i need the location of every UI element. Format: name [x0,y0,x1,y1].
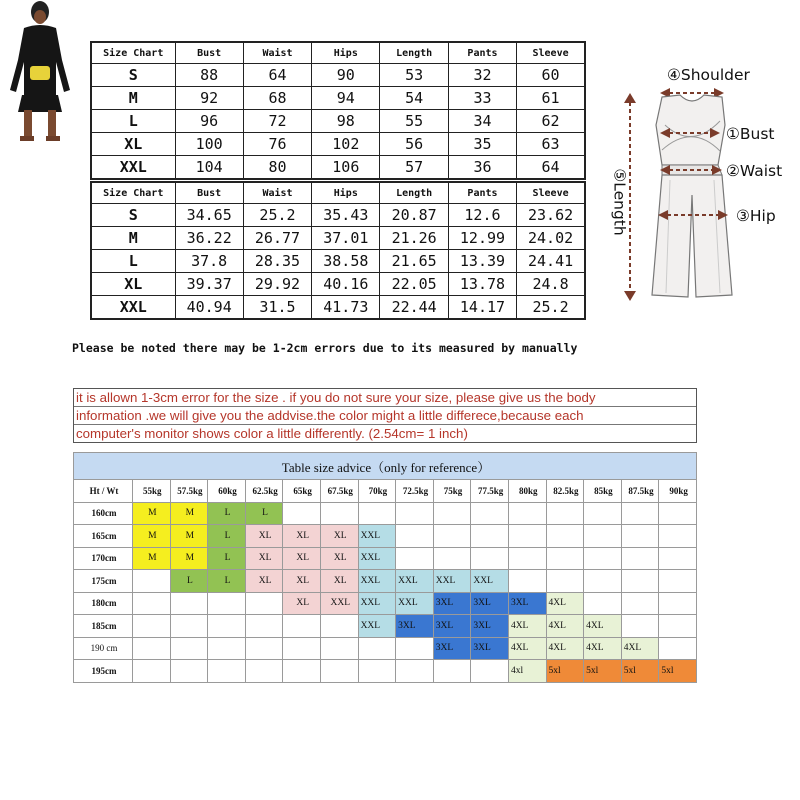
advice-cell: XXL [358,547,396,570]
advice-cell [358,660,396,683]
advice-row [74,525,697,548]
advice-cell [659,547,697,570]
value-cell: 90 [312,64,380,87]
advice-cell: 4XL [508,637,546,660]
value-cell: 34 [448,110,516,133]
advice-cell: XL [283,547,321,570]
advice-cell [471,502,509,525]
shoulder-label: ④Shoulder [667,66,750,84]
length-label: ⑤Length [610,168,629,236]
advice-cell [133,660,171,683]
advice-cell: XL [283,525,321,548]
value-cell: 32 [448,64,516,87]
weight-header: 72.5kg [396,480,434,503]
advice-cell: XL [245,570,283,593]
advice-cell [208,592,246,615]
column-header: Length [380,182,448,204]
advice-cell: M [170,547,208,570]
notice-box [73,388,697,443]
value-cell: 40.94 [175,296,243,320]
column-header: Hips [312,182,380,204]
advice-cell [546,525,584,548]
advice-cell [546,547,584,570]
advice-cell: 4XL [584,615,622,638]
advice-cell: 4XL [546,592,584,615]
value-cell: 33 [448,87,516,110]
model-photo [0,0,80,145]
weight-header: 65kg [283,480,321,503]
advice-cell: XXL [358,570,396,593]
size-cell: L [91,110,175,133]
size-cell: S [91,204,175,227]
advice-cell: M [170,525,208,548]
advice-row [74,592,697,615]
advice-cell [584,525,622,548]
value-cell: 36 [448,156,516,180]
value-cell: 98 [312,110,380,133]
table-row [91,250,585,273]
weight-header: 55kg [133,480,171,503]
value-cell: 24.41 [517,250,585,273]
advice-cell: M [133,502,171,525]
advice-row [74,570,697,593]
advice-cell [621,570,659,593]
value-cell: 100 [175,133,243,156]
advice-cell [508,547,546,570]
advice-cell: XL [283,592,321,615]
advice-cell [396,547,434,570]
value-cell: 54 [380,87,448,110]
advice-cell [170,592,208,615]
advice-cell [621,547,659,570]
value-cell: 53 [380,64,448,87]
waist-label: ②Waist [726,162,783,180]
weight-header: 90kg [659,480,697,503]
advice-cell: XXL [433,570,471,593]
advice-cell [433,525,471,548]
advice-cell [283,660,321,683]
value-cell: 60 [517,64,585,87]
advice-cell: XXL [396,592,434,615]
header-row [91,182,585,204]
value-cell: 25.2 [243,204,311,227]
column-header: Pants [448,182,516,204]
advice-cell [320,660,358,683]
advice-cell: 5xl [659,660,697,683]
value-cell: 37.8 [175,250,243,273]
advice-title: Table size advice（only for reference） [74,453,697,480]
advice-cell [433,502,471,525]
size-cell: XL [91,273,175,296]
advice-cell [508,570,546,593]
weight-header: 87.5kg [621,480,659,503]
corner-cell: Ht / Wt [74,480,133,503]
advice-cell [659,570,697,593]
value-cell: 41.73 [312,296,380,320]
advice-cell [471,660,509,683]
value-cell: 55 [380,110,448,133]
advice-cell [621,502,659,525]
table-row [91,273,585,296]
column-header: Hips [312,42,380,64]
advice-row [74,547,697,570]
advice-cell: 3XL [396,615,434,638]
height-cell: 185cm [74,615,133,638]
advice-cell: M [133,547,171,570]
advice-cell: 4XL [621,637,659,660]
advice-cell: L [208,570,246,593]
height-cell: 190 cm [74,637,133,660]
advice-cell [396,660,434,683]
advice-cell: L [208,502,246,525]
value-cell: 38.58 [312,250,380,273]
column-header: Bust [175,182,243,204]
advice-cell [358,502,396,525]
value-cell: 68 [243,87,311,110]
advice-cell [546,570,584,593]
advice-cell [508,525,546,548]
advice-cell [133,637,171,660]
column-header: Bust [175,42,243,64]
advice-cell [245,637,283,660]
value-cell: 34.65 [175,204,243,227]
advice-cell: XXL [471,570,509,593]
notice-line: computer's monitor shows color a little differently. (2.54cm= 1 inch) [76,426,468,441]
advice-cell [659,502,697,525]
size-advice-table [73,452,697,683]
advice-cell [433,660,471,683]
advice-cell: XXL [358,615,396,638]
weight-header: 70kg [358,480,396,503]
value-cell: 13.78 [448,273,516,296]
value-cell: 12.99 [448,227,516,250]
value-cell: 22.05 [380,273,448,296]
value-cell: 24.02 [517,227,585,250]
height-cell: 195cm [74,660,133,683]
advice-cell [621,592,659,615]
advice-cell: L [245,502,283,525]
weight-header: 67.5kg [320,480,358,503]
value-cell: 28.35 [243,250,311,273]
advice-cell: 4XL [546,615,584,638]
table-row [91,110,585,133]
value-cell: 56 [380,133,448,156]
advice-cell [170,615,208,638]
table-row [91,156,585,180]
column-header: Sleeve [517,182,585,204]
value-cell: 24.8 [517,273,585,296]
size-chart-cm-table [90,41,586,180]
value-cell: 106 [312,156,380,180]
value-cell: 64 [243,64,311,87]
height-cell: 170cm [74,547,133,570]
header-row [91,42,585,64]
weight-header: 77.5kg [471,480,509,503]
advice-cell [396,525,434,548]
weight-header: 60kg [208,480,246,503]
weight-header-row [74,480,697,503]
advice-cell: XXL [396,570,434,593]
advice-cell: 5xl [584,660,622,683]
advice-row [74,615,697,638]
value-cell: 94 [312,87,380,110]
advice-cell [471,525,509,548]
advice-cell: 4XL [584,637,622,660]
size-cell: XL [91,133,175,156]
advice-cell [208,637,246,660]
advice-cell [320,502,358,525]
advice-cell: M [133,525,171,548]
advice-cell [584,547,622,570]
column-header: Pants [448,42,516,64]
size-cell: L [91,250,175,273]
advice-cell [621,525,659,548]
size-chart-inch-table [90,181,586,320]
advice-cell [659,637,697,660]
advice-cell [133,570,171,593]
advice-cell: 3XL [471,615,509,638]
column-header: Waist [243,42,311,64]
column-header: Waist [243,182,311,204]
advice-cell: 4XL [508,615,546,638]
advice-cell: 3XL [471,592,509,615]
size-cell: XXL [91,156,175,180]
weight-header: 82.5kg [546,480,584,503]
value-cell: 76 [243,133,311,156]
advice-cell [546,502,584,525]
value-cell: 29.92 [243,273,311,296]
table-row [91,296,585,320]
value-cell: 80 [243,156,311,180]
value-cell: 22.44 [380,296,448,320]
weight-header: 57.5kg [170,480,208,503]
advice-cell [283,637,321,660]
value-cell: 37.01 [312,227,380,250]
value-cell: 57 [380,156,448,180]
advice-cell [659,525,697,548]
value-cell: 35.43 [312,204,380,227]
value-cell: 64 [517,156,585,180]
column-header: Length [380,42,448,64]
value-cell: 36.22 [175,227,243,250]
advice-cell [208,660,246,683]
height-cell: 180cm [74,592,133,615]
advice-cell: 3XL [433,615,471,638]
value-cell: 61 [517,87,585,110]
column-header: Size Chart [91,182,175,204]
advice-cell: XL [245,525,283,548]
size-cell: M [91,87,175,110]
advice-cell [245,592,283,615]
advice-cell: M [170,502,208,525]
advice-cell [508,502,546,525]
advice-row [74,637,697,660]
table-row [91,227,585,250]
advice-cell [396,502,434,525]
advice-cell [471,547,509,570]
advice-cell [133,615,171,638]
advice-cell: 4XL [546,637,584,660]
table-row [91,87,585,110]
advice-cell [320,637,358,660]
value-cell: 20.87 [380,204,448,227]
column-header: Sleeve [517,42,585,64]
advice-cell: 3XL [433,637,471,660]
advice-cell [584,570,622,593]
advice-cell [283,615,321,638]
size-cell: XXL [91,296,175,320]
advice-cell [320,615,358,638]
advice-cell: 3XL [433,592,471,615]
advice-cell: XXL [358,592,396,615]
notice-line: it is allown 1-3cm error for the size . if you do not sure your size, please give us the body [74,389,696,407]
advice-cell: 3XL [471,637,509,660]
value-cell: 21.65 [380,250,448,273]
advice-cell: XXL [320,592,358,615]
advice-row [74,660,697,683]
advice-cell [584,592,622,615]
advice-cell: XL [320,570,358,593]
advice-cell: L [170,570,208,593]
advice-cell [433,547,471,570]
advice-cell: XL [320,525,358,548]
value-cell: 62 [517,110,585,133]
advice-cell: XL [283,570,321,593]
value-cell: 40.16 [312,273,380,296]
advice-cell [358,637,396,660]
weight-header: 62.5kg [245,480,283,503]
advice-cell [208,615,246,638]
advice-cell [659,615,697,638]
weight-header: 85kg [584,480,622,503]
advice-cell [396,637,434,660]
advice-cell [245,615,283,638]
advice-cell [133,592,171,615]
jumpsuit-diagram [600,55,800,315]
hip-label: ③Hip [736,207,776,225]
size-cell: M [91,227,175,250]
advice-cell: 5xl [546,660,584,683]
height-cell: 175cm [74,570,133,593]
table-row [91,64,585,87]
bust-label: ①Bust [726,125,775,143]
weight-header: 75kg [433,480,471,503]
advice-cell: XXL [358,525,396,548]
measurement-note: Please be noted there may be 1-2cm errors due to its measured by manually [72,341,578,355]
advice-row [74,502,697,525]
column-header: Size Chart [91,42,175,64]
value-cell: 92 [175,87,243,110]
advice-cell: 5xl [621,660,659,683]
advice-cell: L [208,547,246,570]
value-cell: 13.39 [448,250,516,273]
height-cell: 165cm [74,525,133,548]
value-cell: 14.17 [448,296,516,320]
value-cell: 72 [243,110,311,133]
advice-cell [170,660,208,683]
advice-cell [283,502,321,525]
value-cell: 88 [175,64,243,87]
table-row [91,133,585,156]
size-cell: S [91,64,175,87]
advice-cell [584,502,622,525]
value-cell: 23.62 [517,204,585,227]
value-cell: 102 [312,133,380,156]
table-row [91,204,585,227]
advice-cell [621,615,659,638]
advice-cell: XL [245,547,283,570]
advice-cell [245,660,283,683]
notice-line: information .we will give you the addvise.the color might a little differece,because each [74,407,696,425]
value-cell: 26.77 [243,227,311,250]
value-cell: 39.37 [175,273,243,296]
height-cell: 160cm [74,502,133,525]
value-cell: 104 [175,156,243,180]
value-cell: 63 [517,133,585,156]
advice-cell: 3XL [508,592,546,615]
value-cell: 31.5 [243,296,311,320]
value-cell: 35 [448,133,516,156]
jumpsuit-icon [600,55,800,315]
advice-cell [659,592,697,615]
advice-cell: L [208,525,246,548]
value-cell: 12.6 [448,204,516,227]
value-cell: 25.2 [517,296,585,320]
weight-header: 80kg [508,480,546,503]
value-cell: 21.26 [380,227,448,250]
advice-cell: XL [320,547,358,570]
value-cell: 96 [175,110,243,133]
advice-cell: 4xl [508,660,546,683]
advice-cell [170,637,208,660]
